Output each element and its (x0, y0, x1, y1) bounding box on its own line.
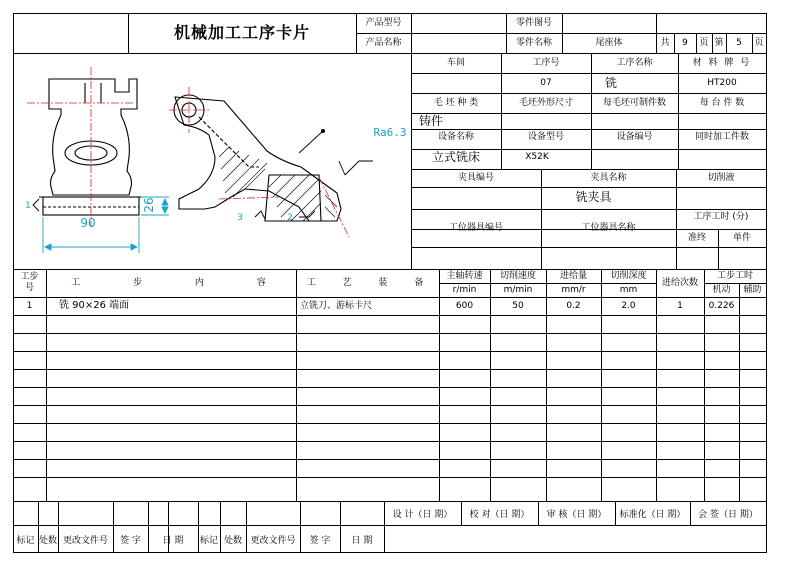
cutting-speed-unit: m/min (503, 284, 533, 295)
prep-time-label: 准终 (687, 232, 706, 243)
station-tool-name-label: 工位器具名称 (581, 222, 636, 233)
content-header: 工 步 内 容 (71, 277, 271, 288)
step-1-speed[interactable]: 50 (512, 300, 524, 311)
process-hours-label: 工序工时 (分) (693, 211, 749, 222)
callout-2: 2 (287, 212, 293, 223)
equipment-name-value[interactable]: 立式铣床 (431, 150, 480, 164)
grid-line (13, 477, 767, 478)
workshop-value[interactable] (411, 73, 501, 93)
grid-line (13, 369, 767, 370)
revision-label: 处数 (223, 535, 242, 546)
material-label: 材 料 牌 号 (692, 57, 752, 68)
grid-line (13, 315, 767, 316)
part-drawing-no-value[interactable] (562, 13, 656, 33)
blank-type-value[interactable]: 铸件 (418, 114, 443, 128)
grid-line (13, 351, 767, 352)
equipment-header: 工 艺 装 备 (306, 277, 429, 288)
card-title: 机械加工工序卡片 (173, 23, 310, 42)
workshop-label: 车间 (446, 57, 465, 68)
page-no: 5 (736, 37, 742, 48)
step-1-passes[interactable]: 1 (677, 300, 683, 311)
fixture-name-value[interactable]: 铣夹具 (575, 190, 612, 204)
passes-header: 进给次数 (661, 277, 698, 288)
grid-line (46, 269, 47, 502)
equipment-no-label: 设备编号 (616, 131, 653, 142)
step-1-feed[interactable]: 0.2 (566, 300, 581, 311)
spindle-speed-unit: r/min (452, 284, 477, 295)
design-label: 设 计（日 期） (392, 509, 453, 520)
product-name-label: 产品名称 (365, 37, 402, 48)
step-1-equipment[interactable]: 立铣刀、游标卡尺 (300, 300, 373, 311)
callout-3: 3 (237, 212, 243, 223)
process-card (13, 13, 766, 553)
total-pages: 9 (682, 37, 688, 48)
process-no-value[interactable]: 07 (540, 77, 552, 88)
page-unit-1: 页 (699, 37, 709, 48)
equipment-model-label: 设备型号 (527, 131, 564, 142)
product-model-value[interactable] (411, 13, 506, 33)
grid-line (13, 525, 767, 526)
equipment-model-value[interactable]: X52K (525, 151, 549, 162)
grid-line (411, 247, 767, 248)
revision-label: 签 字 (309, 535, 331, 546)
step-1-aux-time[interactable] (739, 297, 766, 315)
parts-per-unit-label: 每 台 件 数 (699, 97, 745, 108)
process-name-label: 工序名称 (616, 57, 653, 68)
grid-line (13, 333, 767, 334)
cutting-speed-header: 切削速度 (499, 270, 536, 281)
revision-label: 日 期 (162, 535, 184, 546)
machine-time-header: 机动 (712, 284, 731, 295)
grid-line (13, 423, 767, 424)
step-1-spindle[interactable]: 600 (455, 300, 474, 311)
height-dimension: 26 (142, 197, 156, 213)
grid-line (13, 552, 767, 553)
grid-line (13, 405, 767, 406)
blank-size-label: 毛坯外形尺寸 (518, 97, 573, 108)
product-name-value[interactable] (411, 33, 506, 53)
review-label: 审 核（日 期） (546, 509, 607, 520)
part-name-value[interactable]: 尾座体 (595, 37, 623, 48)
grid-line (13, 459, 767, 460)
fixture-no-label: 夹具编号 (457, 172, 494, 183)
revision-label: 处数 (38, 535, 57, 546)
part-drawing-no-label: 零件图号 (515, 17, 552, 28)
step-no-header (13, 269, 46, 297)
step-1-content[interactable]: 铣 90×26 端面 (59, 300, 130, 311)
product-model-label: 产品型号 (365, 17, 402, 28)
station-tool-no-label: 工位器具编号 (448, 222, 503, 233)
simultaneous-label: 同时加工件数 (694, 131, 749, 142)
page-label: 第 (714, 37, 724, 48)
feed-header: 进给量 (559, 270, 587, 281)
revision-label: 更改文件号 (250, 535, 296, 546)
process-name-value[interactable]: 铣 (604, 76, 617, 90)
roughness-label: Ra6.3 (373, 125, 407, 139)
blank-type-label: 毛 坯 种 类 (433, 97, 479, 108)
unit-time-label: 单件 (732, 232, 751, 243)
material-value[interactable]: HT200 (707, 77, 737, 88)
revision-label: 标记 (199, 535, 218, 546)
equipment-name-label: 设备名称 (437, 131, 474, 142)
revision-label: 日 期 (351, 535, 373, 546)
parts-per-blank-label: 每毛坯可制件数 (602, 97, 666, 108)
grid-line (13, 501, 767, 502)
callout-dot (321, 129, 325, 133)
grid-line (13, 387, 767, 388)
grid-line (296, 269, 297, 502)
coolant-label: 切削液 (707, 172, 735, 183)
part-name-label: 零件名称 (515, 37, 552, 48)
countersign-label: 会 签（日 期） (698, 509, 758, 520)
depth-header: 切削深度 (610, 270, 647, 281)
part-drawing (19, 57, 411, 265)
aux-time-header: 辅助 (743, 284, 762, 295)
depth-unit: mm (619, 284, 638, 295)
step-time-header: 工步工时 (716, 270, 753, 281)
revision-label: 签 字 (120, 535, 141, 546)
spindle-speed-header: 主轴转速 (446, 270, 483, 281)
step-1-depth[interactable]: 2.0 (621, 300, 636, 311)
step-1-no: 1 (26, 300, 33, 311)
page-unit-2: 页 (754, 37, 764, 48)
width-dimension: 90 (80, 216, 96, 230)
step-no-header-text: 工步 号 (20, 272, 39, 293)
standardize-label: 标准化（日 期） (619, 509, 686, 520)
revision-label: 更改文件号 (62, 535, 108, 546)
feed-unit: mm/r (561, 284, 586, 295)
revision-label: 标记 (16, 535, 35, 546)
fixture-name-label: 夹具名称 (590, 172, 627, 183)
step-1-machine-time[interactable]: 0.226 (708, 300, 735, 311)
grid-line (411, 113, 767, 114)
check-label: 校 对（日 期） (469, 509, 530, 520)
process-no-label: 工序号 (532, 57, 560, 68)
callout-1: 1 (25, 200, 31, 211)
grid-line (13, 441, 767, 442)
total-label: 共 (660, 37, 670, 48)
